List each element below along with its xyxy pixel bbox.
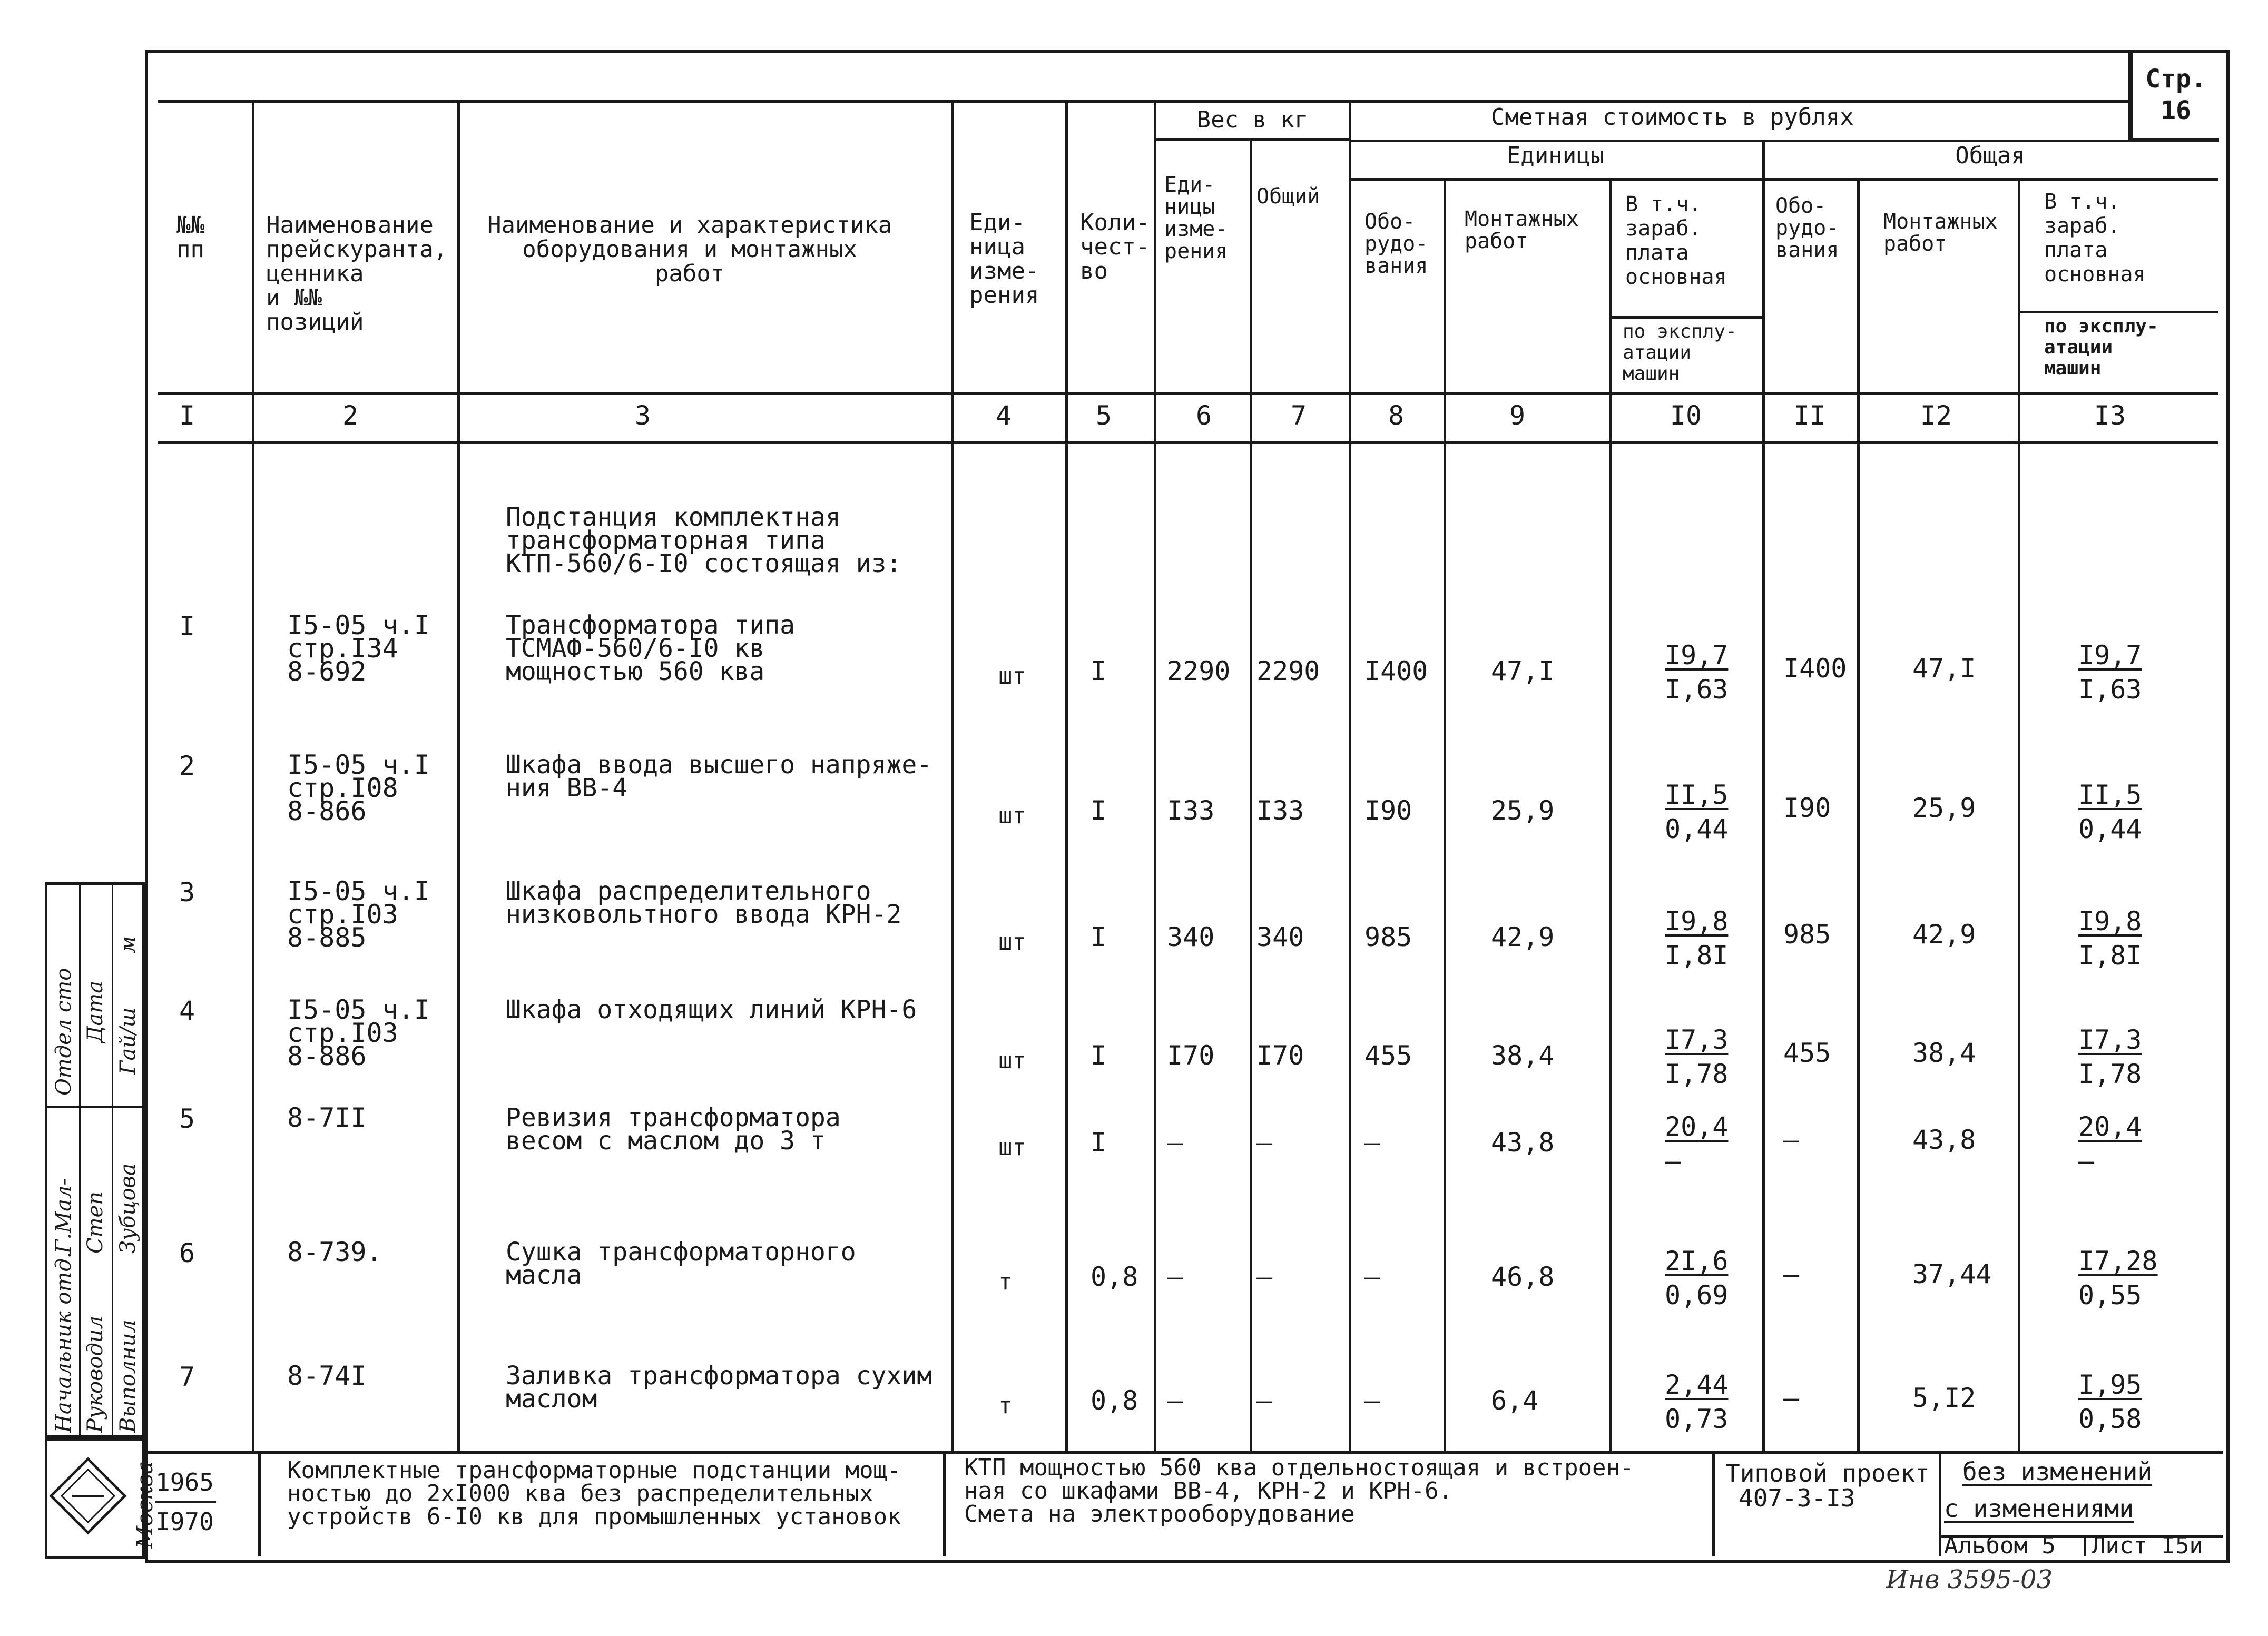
row-total-equipment-cost: I90 bbox=[1783, 793, 1831, 823]
column-number-4: 4 bbox=[995, 400, 1012, 431]
row-unit: шт bbox=[998, 663, 1026, 689]
stamp-row-line bbox=[47, 1106, 142, 1108]
sheet-tag-line2: 16 bbox=[2161, 96, 2191, 125]
row-unit: шт bbox=[998, 929, 1026, 955]
row-unit-machine-cost: I,78 bbox=[1665, 1059, 1729, 1089]
row-quantity: 0,8 bbox=[1091, 1262, 1138, 1292]
row-quantity: 0,8 bbox=[1091, 1385, 1138, 1416]
row-quantity: I bbox=[1091, 922, 1107, 952]
row-unit-mounting-cost: 6,4 bbox=[1491, 1385, 1539, 1416]
stamp-sign-1: Г.Мал- bbox=[52, 1178, 76, 1254]
column-number-1: I bbox=[179, 400, 195, 431]
row-total-wage: I7,28 bbox=[2078, 1246, 2158, 1276]
cost-sub-line bbox=[1349, 178, 2218, 181]
row-unit: шт bbox=[998, 1047, 1026, 1074]
row-number: 3 bbox=[179, 877, 195, 908]
row-total-mounting-cost: 47,I bbox=[1912, 653, 1976, 684]
row-total-wage: I7,3 bbox=[2078, 1024, 2142, 1055]
sheet-tag-line1: Стр. bbox=[2145, 64, 2206, 94]
header-col4: Еди- ница изме- рения bbox=[969, 209, 1039, 309]
vline-1 bbox=[252, 100, 254, 1451]
row-quantity: I bbox=[1091, 795, 1107, 826]
row-total-wage: I9,8 bbox=[2078, 906, 2142, 937]
row-unit-equipment-cost: 455 bbox=[1364, 1040, 1412, 1071]
row-total-mounting-cost: 25,9 bbox=[1912, 793, 1976, 823]
vline-5 bbox=[1154, 100, 1156, 1451]
row-unit-machine-cost: 0,69 bbox=[1665, 1280, 1729, 1310]
row-weight-total: – bbox=[1256, 1385, 1273, 1416]
row-total-machine-cost: – bbox=[2078, 1146, 2095, 1176]
row-price-reference: I5-05 ч.I стр.I34 8-692 bbox=[287, 610, 430, 687]
row-weight-unit: 340 bbox=[1167, 922, 1215, 952]
stamp-col-line-1 bbox=[79, 885, 81, 1435]
row-price-reference: I5-05 ч.I стр.I08 8-866 bbox=[287, 750, 430, 826]
row-weight-total: 340 bbox=[1256, 922, 1304, 952]
row-total-equipment-cost: 985 bbox=[1783, 919, 1831, 950]
column-number-3: 3 bbox=[634, 400, 651, 431]
header-col13-bottom: по эксплу- атации машин bbox=[2044, 316, 2158, 379]
row-unit-equipment-cost: I90 bbox=[1364, 795, 1412, 826]
row-unit-mounting-cost: 25,9 bbox=[1491, 795, 1555, 826]
row-number: 2 bbox=[179, 751, 195, 781]
row-unit: т bbox=[998, 1268, 1013, 1295]
footer-year-underline bbox=[155, 1501, 216, 1503]
row-total-machine-cost: 0,44 bbox=[2078, 814, 2142, 844]
side-approval-stamp bbox=[45, 882, 145, 1438]
footer-sheet: Лист I5и bbox=[2092, 1532, 2203, 1559]
header-col1: №№ пп bbox=[176, 212, 204, 263]
row-quantity: I bbox=[1091, 1127, 1107, 1158]
stamp-sign-5: м bbox=[116, 935, 140, 953]
header-col5: Коли- чест- во bbox=[1080, 209, 1150, 284]
vline-8 bbox=[1444, 178, 1446, 1451]
footer-subject: КТП мощностью 560 ква отдельностоящая и встроен- ная со шкафами ВВ-4, КРН-2 и КРН-6. Смета на электрооборудование bbox=[964, 1454, 1634, 1527]
row-unit-equipment-cost: 985 bbox=[1364, 922, 1412, 952]
row-unit-mounting-cost: 38,4 bbox=[1491, 1040, 1555, 1071]
row-total-machine-cost: I,78 bbox=[2078, 1059, 2142, 1089]
row-total-mounting-cost: 43,8 bbox=[1912, 1125, 1976, 1155]
row-number: 5 bbox=[179, 1103, 195, 1134]
header-col3: Наименование и характеристика оборудования и монтажных работ bbox=[487, 212, 892, 287]
footer-vline-4 bbox=[1939, 1451, 1941, 1556]
stamp-label-date: Дата bbox=[83, 980, 107, 1043]
row-unit-wage: I9,7 bbox=[1665, 640, 1729, 671]
row-total-equipment-cost: – bbox=[1783, 1259, 1800, 1289]
row-unit-equipment-cost: I400 bbox=[1364, 656, 1428, 686]
row-number: 4 bbox=[179, 996, 195, 1026]
footer-project-code: 407-3-I3 bbox=[1739, 1484, 1855, 1512]
header-col12: Монтажных работ bbox=[1883, 210, 1998, 256]
cost-subgroup-line bbox=[1349, 140, 2218, 142]
vline-3 bbox=[951, 100, 954, 1451]
row-quantity: I bbox=[1091, 656, 1107, 686]
column-number-6: 6 bbox=[1195, 400, 1212, 431]
column-number-8: 8 bbox=[1388, 400, 1405, 431]
row-unit-mounting-cost: 42,9 bbox=[1491, 922, 1555, 952]
col13-split bbox=[2018, 311, 2218, 313]
footer-with-changes: с изменениями bbox=[1944, 1494, 2134, 1523]
vline-9 bbox=[1609, 178, 1612, 1451]
row-total-wage: II,5 bbox=[2078, 780, 2142, 810]
row-unit-machine-cost: – bbox=[1665, 1146, 1681, 1176]
vline-4 bbox=[1065, 100, 1068, 1451]
column-number-13: I3 bbox=[2094, 400, 2126, 431]
footer-title: Комплектные трансформаторные подстанции мощ- ностью до 2хI000 ква без распределительных устройств 6-I0 кв для промышленных установок bbox=[287, 1457, 901, 1530]
footer-project-label: Типовой проект bbox=[1725, 1459, 1930, 1487]
row-unit-wage: I7,3 bbox=[1665, 1024, 1729, 1055]
diamond-logo-icon bbox=[48, 1456, 127, 1535]
stamp-col-line-2 bbox=[112, 885, 113, 1435]
row-total-equipment-cost: I400 bbox=[1783, 653, 1847, 684]
row-total-machine-cost: I,8I bbox=[2078, 940, 2142, 971]
row-price-reference: I5-05 ч.I стр.I03 8-885 bbox=[287, 876, 430, 953]
footer-vline-2 bbox=[943, 1451, 946, 1556]
header-col10-bottom: по эксплу- атации машин bbox=[1623, 321, 1737, 385]
header-col10-top: В т.ч. зараб. плата основная bbox=[1625, 192, 1727, 289]
header-col6: Еди- ницы изме- рения bbox=[1164, 173, 1228, 263]
row-item-name: Сушка трансформаторного масла bbox=[506, 1237, 856, 1290]
row-price-reference: 8-74I bbox=[287, 1361, 367, 1391]
footer-vline-3 bbox=[1712, 1451, 1715, 1556]
header-col13-top: В т.ч. зараб. плата основная bbox=[2044, 190, 2146, 287]
header-col8: Обо- рудо- вания bbox=[1364, 210, 1428, 278]
row-unit-equipment-cost: – bbox=[1364, 1127, 1381, 1158]
sheet-tag bbox=[2128, 53, 2219, 142]
row-unit-wage: II,5 bbox=[1665, 780, 1729, 810]
footer-year2: I970 bbox=[155, 1507, 214, 1536]
row-weight-unit: 2290 bbox=[1167, 656, 1231, 686]
header-col11: Обо- рудо- вания bbox=[1775, 194, 1839, 262]
stamp-city: Москва bbox=[132, 1461, 158, 1549]
footer-album-split bbox=[2084, 1535, 2086, 1556]
intro-text: Подстанция комплектная трансформаторная типа КТП-560/6-I0 состоящая из: bbox=[506, 502, 902, 578]
row-total-mounting-cost: 38,4 bbox=[1912, 1038, 1976, 1068]
header-weight-group: Вес в кг bbox=[1196, 106, 1309, 133]
colnum-bottom-line bbox=[158, 441, 2218, 444]
row-weight-unit: – bbox=[1167, 1385, 1183, 1416]
row-total-equipment-cost: – bbox=[1783, 1125, 1800, 1155]
row-total-mounting-cost: 5,I2 bbox=[1912, 1383, 1976, 1413]
row-item-name: Шкафа распределительного низковольтного ввода КРН-2 bbox=[506, 876, 902, 929]
col10-split bbox=[1609, 316, 1762, 319]
stamp-sign-2: Степ bbox=[83, 1191, 107, 1254]
row-weight-unit: I70 bbox=[1167, 1040, 1215, 1071]
header-col2: Наименование прейскуранта, ценника и №№ позиций bbox=[266, 212, 448, 336]
footer-no-changes: без изменений bbox=[1962, 1457, 2153, 1486]
row-quantity: I bbox=[1091, 1040, 1107, 1071]
row-total-wage: 20,4 bbox=[2078, 1111, 2142, 1142]
stamp-label-1: Начальник отд. bbox=[52, 1251, 76, 1433]
vline-11 bbox=[1857, 178, 1860, 1451]
column-number-9: 9 bbox=[1509, 400, 1526, 431]
column-number-10: I0 bbox=[1670, 400, 1702, 431]
row-unit-equipment-cost: – bbox=[1364, 1262, 1381, 1292]
row-total-wage: I9,7 bbox=[2078, 640, 2142, 671]
row-total-wage: I,95 bbox=[2078, 1369, 2142, 1400]
vline-10 bbox=[1762, 140, 1765, 1451]
vline-7 bbox=[1349, 100, 1351, 1451]
column-number-11: II bbox=[1793, 400, 1826, 431]
row-weight-total: I70 bbox=[1256, 1040, 1304, 1071]
row-price-reference: 8-7II bbox=[287, 1102, 367, 1133]
row-number: I bbox=[179, 611, 195, 642]
header-cost-group: Сметная стоимость в рублях bbox=[1491, 104, 1854, 131]
header-col9: Монтажных работ bbox=[1465, 207, 1579, 253]
row-unit: шт bbox=[998, 802, 1026, 829]
row-item-name: Шкафа отходящих линий КРН-6 bbox=[506, 995, 917, 1024]
row-unit: шт bbox=[998, 1134, 1026, 1161]
row-unit-wage: I9,8 bbox=[1665, 906, 1729, 937]
row-weight-total: – bbox=[1256, 1127, 1273, 1158]
organization-stamp bbox=[45, 1438, 158, 1559]
row-total-machine-cost: 0,58 bbox=[2078, 1404, 2142, 1434]
stamp-label-dept: Отдел сто bbox=[52, 968, 76, 1096]
row-total-equipment-cost: 455 bbox=[1783, 1038, 1831, 1068]
column-number-12: I2 bbox=[1920, 400, 1952, 431]
row-unit-mounting-cost: 46,8 bbox=[1491, 1262, 1555, 1292]
stamp-label-3: Выполнил bbox=[116, 1319, 140, 1433]
row-total-machine-cost: I,63 bbox=[2078, 674, 2142, 705]
vline-2 bbox=[457, 100, 460, 1451]
stamp-sign-3: Зубцова bbox=[116, 1163, 140, 1254]
row-unit-machine-cost: I,8I bbox=[1665, 940, 1729, 971]
header-bottom-line bbox=[158, 392, 2218, 395]
header-col7: Общий bbox=[1256, 184, 1320, 209]
row-number: 6 bbox=[179, 1238, 195, 1268]
row-unit-wage: 2,44 bbox=[1665, 1369, 1729, 1400]
row-unit-wage: 20,4 bbox=[1665, 1111, 1729, 1142]
row-item-name: Шкафа ввода высшего напряже- ния ВВ-4 bbox=[506, 750, 932, 803]
row-item-name: Ревизия трансформатора весом с маслом до 3 т bbox=[506, 1103, 841, 1156]
row-weight-total: — bbox=[1256, 1262, 1273, 1292]
row-total-mounting-cost: 37,44 bbox=[1912, 1259, 1992, 1289]
stamp-label-2: Руководил bbox=[83, 1315, 107, 1433]
row-unit-machine-cost: I,63 bbox=[1665, 674, 1729, 705]
footer-top-line bbox=[145, 1451, 2223, 1454]
vline-6 bbox=[1250, 138, 1252, 1451]
row-unit-machine-cost: 0,73 bbox=[1665, 1404, 1729, 1434]
row-unit-machine-cost: 0,44 bbox=[1665, 814, 1729, 844]
footer-vline-1 bbox=[258, 1451, 261, 1556]
row-weight-unit: – bbox=[1167, 1127, 1183, 1158]
column-number-2: 2 bbox=[342, 400, 359, 431]
inventory-number: Инв 3595-03 bbox=[1886, 1565, 2053, 1594]
row-unit-mounting-cost: 43,8 bbox=[1491, 1127, 1555, 1158]
column-number-5: 5 bbox=[1095, 400, 1112, 431]
row-weight-unit: I33 bbox=[1167, 795, 1215, 826]
row-unit-wage: 2I,6 bbox=[1665, 1246, 1729, 1276]
row-total-equipment-cost: – bbox=[1783, 1383, 1800, 1413]
row-unit-mounting-cost: 47,I bbox=[1491, 656, 1555, 686]
row-number: 7 bbox=[179, 1362, 195, 1392]
column-number-7: 7 bbox=[1290, 400, 1307, 431]
row-weight-total: 2290 bbox=[1256, 656, 1320, 686]
row-weight-unit: – bbox=[1167, 1262, 1183, 1292]
row-price-reference: 8-739. bbox=[287, 1237, 382, 1267]
header-top-line bbox=[158, 100, 2128, 103]
row-total-mounting-cost: 42,9 bbox=[1912, 919, 1976, 950]
row-total-machine-cost: 0,55 bbox=[2078, 1280, 2142, 1310]
footer-album: Альбом 5 bbox=[1944, 1532, 2056, 1559]
footer-year1: 1965 bbox=[155, 1468, 214, 1496]
row-item-name: Трансформатора типа ТСМАФ-560/6-I0 кв мощностью 560 ква bbox=[506, 610, 796, 686]
header-total-group: Общая bbox=[1955, 142, 2025, 169]
header-unit-group: Единицы bbox=[1506, 142, 1605, 169]
row-weight-total: I33 bbox=[1256, 795, 1304, 826]
stamp-sign-4: Гай/ш bbox=[116, 1007, 140, 1075]
vline-12 bbox=[2018, 178, 2020, 1451]
row-price-reference: I5-05 ч.I стр.I03 8-886 bbox=[287, 994, 430, 1071]
row-unit-equipment-cost: – bbox=[1364, 1385, 1381, 1416]
row-item-name: Заливка трансформатора сухим маслом bbox=[506, 1361, 932, 1414]
row-unit: т bbox=[998, 1392, 1013, 1419]
